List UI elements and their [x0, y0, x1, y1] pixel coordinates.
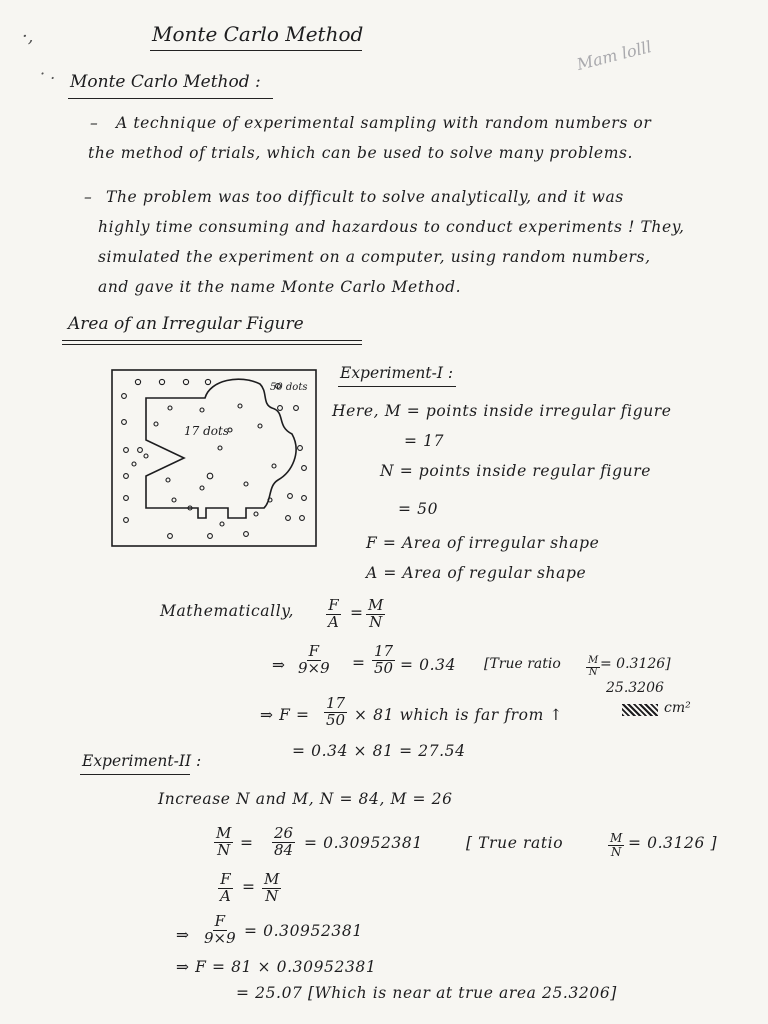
- fraction-numerator: F: [220, 870, 231, 888]
- fraction-26-over-84: [272, 826, 295, 859]
- fraction-numerator: M: [588, 655, 599, 666]
- ink-speck-2: · .: [40, 64, 56, 83]
- fraction-17-over-50: [372, 644, 395, 677]
- fraction-denominator: A: [220, 886, 231, 905]
- bullet2-line1: The problem was too difficult to solve analytically, and it was: [106, 188, 624, 206]
- exp1-line-m-value: = 17: [404, 432, 445, 450]
- exp1-line-f: F = Area of irregular shape: [366, 534, 600, 552]
- exp2-f-result: = 25.07 [Which is near at true area 25.3206]: [236, 984, 617, 1002]
- fraction-numerator: 17: [374, 642, 394, 660]
- fraction-denominator: 9×9: [204, 928, 236, 947]
- section-heading-underline: [68, 98, 273, 99]
- equals-sign: =: [352, 654, 366, 672]
- fraction-denominator: N: [588, 666, 598, 678]
- ink-speck: ·,: [22, 26, 34, 47]
- exp2-ratio-result: = 0.30952381: [304, 834, 423, 852]
- fraction-numerator: M: [264, 870, 280, 888]
- section-heading: Monte Carlo Method :: [70, 72, 261, 92]
- fraction-m-over-n: [214, 826, 233, 859]
- fraction-m-over-n-b: [262, 872, 281, 905]
- true-ratio-fraction: [608, 832, 624, 858]
- bullet2-line3: simulated the experiment on a computer, using random numbers,: [98, 248, 651, 266]
- fraction-denominator: N: [217, 840, 231, 859]
- figure-label-outer: 50 dots: [270, 382, 308, 393]
- equals-sign: =: [350, 604, 364, 622]
- exp2-f-line: ⇒ F = 81 × 0.30952381: [176, 958, 377, 976]
- equals-sign: =: [240, 834, 254, 852]
- outer-dots: [122, 379, 307, 538]
- fraction-f-over-9x9: [296, 644, 332, 677]
- fraction-denominator: 50: [326, 710, 346, 729]
- fraction-denominator: 9×9: [298, 658, 330, 677]
- exp2-eq-result: = 0.30952381: [244, 922, 363, 940]
- f-line-suffix: × 81 which is far from ↑: [354, 706, 564, 724]
- implies-arrow: ⇒: [176, 926, 190, 944]
- fraction-f-over-a: [218, 872, 233, 905]
- implies-arrow: ⇒: [272, 656, 286, 674]
- fraction-numerator: M: [610, 831, 623, 845]
- fraction-denominator: N: [610, 844, 622, 859]
- true-ratio-open: [True ratio: [484, 656, 561, 672]
- fraction-denominator: A: [328, 612, 339, 631]
- page-title: Monte Carlo Method: [152, 22, 364, 46]
- fraction-numerator: F: [328, 596, 339, 614]
- true-area-value: 25.3206: [606, 680, 664, 696]
- exp1-line-a: A = Area of regular shape: [366, 564, 587, 582]
- exp1-line-m: Here, M = points inside irregular figure: [332, 402, 672, 420]
- experiment-heading-underline: [338, 386, 456, 387]
- fraction-denominator: 84: [274, 840, 294, 859]
- figure-svg: [110, 368, 318, 548]
- exp1-line-n-value: = 50: [398, 500, 439, 518]
- f-line-unit: cm²: [664, 700, 691, 716]
- fraction-f-over-9x9: [202, 914, 238, 947]
- fraction-numerator: F: [308, 642, 320, 660]
- irregular-shape: [146, 379, 296, 518]
- bullet1-line1: A technique of experimental sampling with random numbers or: [116, 114, 652, 132]
- corner-stamp: Mam lolll: [574, 37, 654, 74]
- section-heading-underline-2: [62, 344, 362, 345]
- fraction-numerator: M: [216, 824, 232, 842]
- fraction-numerator: F: [214, 912, 226, 930]
- experiment-heading-underline: [80, 774, 190, 775]
- title-underline: [150, 50, 362, 51]
- fraction-17-over-50-b: [324, 696, 347, 729]
- true-ratio-value: = 0.3126]: [600, 656, 671, 672]
- bullet2-line2: highly time consuming and hazardous to conduct experiments ! They,: [98, 218, 685, 236]
- fraction-numerator: 17: [326, 694, 346, 712]
- fraction-numerator: 26: [274, 824, 294, 842]
- experiment-heading: Experiment-I :: [340, 364, 454, 382]
- bullet-dash: –: [84, 188, 93, 206]
- fraction-denominator: N: [265, 886, 279, 905]
- fraction-denominator: 50: [374, 658, 394, 677]
- fraction-numerator: M: [368, 596, 384, 614]
- exp1-f-result: = 0.34 × 81 = 27.54: [292, 742, 466, 760]
- bullet2-line4: and gave it the name Monte Carlo Method.: [98, 278, 462, 296]
- irregular-figure-diagram: [110, 368, 318, 548]
- f-line-prefix: ⇒ F =: [260, 706, 310, 724]
- section-heading-underline: [62, 340, 362, 341]
- fraction-m-over-n: [366, 598, 385, 631]
- crossed-out-scribble: [622, 704, 658, 716]
- equals-sign: =: [242, 878, 256, 896]
- bullet1-line2: the method of trials, which can be used to solve many problems.: [88, 144, 634, 162]
- experiment-heading: Experiment-II :: [82, 752, 202, 770]
- bullet-dash: –: [90, 114, 99, 132]
- fraction-f-over-a: [326, 598, 341, 631]
- exp1-ratio-result: = 0.34: [400, 656, 457, 674]
- section-heading: Area of an Irregular Figure: [68, 314, 304, 334]
- figure-label-inner: 17 dots: [184, 424, 229, 438]
- exp2-line-increase: Increase N and M, N = 84, M = 26: [158, 790, 453, 808]
- exp1-line-n: N = points inside regular figure: [380, 462, 651, 480]
- exp2-true-ratio-label: [ True ratio: [466, 834, 564, 852]
- regular-square: [112, 370, 316, 546]
- exp2-true-ratio-value: = 0.3126 ]: [628, 834, 718, 852]
- math-label: Mathematically,: [160, 602, 295, 620]
- fraction-denominator: N: [369, 612, 383, 631]
- true-ratio-fraction: [586, 656, 600, 678]
